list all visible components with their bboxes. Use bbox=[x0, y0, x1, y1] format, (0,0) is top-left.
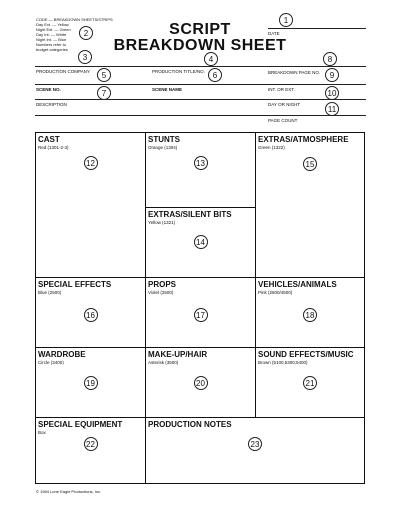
cast-cell bbox=[36, 133, 146, 278]
field-row-line bbox=[35, 66, 366, 67]
sound-effects-music-cell bbox=[256, 348, 364, 418]
circle-3: 3 bbox=[78, 50, 92, 64]
special-equipment-cell bbox=[36, 418, 146, 483]
legend-line: Night Ext. — Green bbox=[36, 27, 71, 32]
makeup-title: MAKE-UP/HAIR bbox=[148, 350, 208, 359]
vehicles-animals-cell bbox=[256, 278, 364, 348]
field-row-line bbox=[35, 99, 366, 100]
circle-7: 7 bbox=[97, 86, 111, 100]
circle-17: 17 bbox=[194, 308, 208, 322]
breakdown-grid bbox=[35, 132, 365, 484]
circle-5: 5 bbox=[97, 68, 111, 82]
circle-21: 21 bbox=[303, 376, 317, 390]
circle-2: 2 bbox=[79, 26, 93, 40]
circle-18: 18 bbox=[303, 308, 317, 322]
makeup-hair-cell bbox=[146, 348, 256, 418]
field-row-line bbox=[35, 84, 366, 85]
sound-code: Brown (5100,5300,5400) bbox=[258, 360, 308, 365]
day-night-label: DAY OR NIGHT bbox=[268, 102, 301, 107]
props-title: PROPS bbox=[148, 280, 177, 289]
circle-22: 22 bbox=[84, 437, 98, 451]
vehicles-title: VEHICLES/ANIMALS bbox=[258, 280, 337, 289]
special-effects-code: Blue (2500) bbox=[38, 290, 62, 295]
vehicles-code: Pink (2600/4500) bbox=[258, 290, 293, 295]
scene-no-label: SCENE NO. bbox=[36, 87, 61, 92]
special-equipment-code: Box bbox=[38, 430, 46, 435]
cast-title: CAST bbox=[38, 135, 60, 144]
title-line-2: BREAKDOWN SHEET bbox=[113, 37, 287, 54]
circle-9: 9 bbox=[325, 68, 339, 82]
circle-4: 4 bbox=[204, 52, 218, 66]
title-line-1: SCRIPT bbox=[169, 21, 231, 38]
date-line bbox=[268, 28, 366, 29]
extras-silent-title: EXTRAS/SILENT BITS bbox=[148, 210, 232, 219]
production-notes-cell bbox=[146, 418, 364, 483]
special-equipment-title: SPECIAL EQUIPMENT bbox=[38, 420, 123, 429]
extras-silent-code: Yellow (1321) bbox=[148, 220, 176, 225]
legend-line: budget categories bbox=[36, 47, 68, 52]
sound-title: SOUND EFFECTS/MUSIC bbox=[258, 350, 354, 359]
date-label: DATE bbox=[268, 31, 280, 36]
circle-23: 23 bbox=[248, 437, 262, 451]
description-label: DESCRIPTION bbox=[36, 102, 67, 107]
stunts-code: Orange (1304) bbox=[148, 145, 178, 150]
props-cell bbox=[146, 278, 256, 348]
stunts-cell bbox=[146, 133, 256, 208]
legend-line: CODE — BREAKDOWN SHEETS/STRIPS bbox=[36, 17, 113, 22]
extras-atmosphere-code: Green (1322) bbox=[258, 145, 285, 150]
extras-silent-bits-cell bbox=[146, 208, 256, 278]
production-company-label: PRODUCTION COMPANY bbox=[36, 69, 90, 74]
circle-13: 13 bbox=[194, 156, 208, 170]
page-count-label: PAGE COUNT bbox=[268, 118, 298, 123]
scene-name-label: SCENE NAME bbox=[152, 87, 183, 92]
legend-line: Numbers refer to bbox=[36, 42, 67, 47]
circle-6: 6 bbox=[208, 68, 222, 82]
special-effects-cell bbox=[36, 278, 146, 348]
field-row-line bbox=[35, 115, 366, 116]
production-title-label: PRODUCTION TITLE/NO. bbox=[152, 69, 205, 74]
circle-8: 8 bbox=[323, 52, 337, 66]
circle-14: 14 bbox=[194, 235, 208, 249]
copyright-footer: © 1984 Lone Eagle Productions, Inc. bbox=[36, 489, 102, 494]
circle-15: 15 bbox=[303, 157, 317, 171]
circle-20: 20 bbox=[194, 376, 208, 390]
circle-11: 11 bbox=[325, 102, 339, 116]
circle-19: 19 bbox=[84, 376, 98, 390]
int-ext-label: INT. OR EXT. bbox=[268, 87, 295, 92]
legend-line: Night Int. — Blue bbox=[36, 37, 67, 42]
wardrobe-code: Circle (3400) bbox=[38, 360, 64, 365]
wardrobe-title: WARDROBE bbox=[38, 350, 86, 359]
cast-code: Red (1301-2-3) bbox=[38, 145, 69, 150]
wardrobe-cell bbox=[36, 348, 146, 418]
circle-1: 1 bbox=[279, 13, 293, 27]
props-code: Violet (2500) bbox=[148, 290, 174, 295]
breakdown-page-label: BREAKDOWN PAGE NO. bbox=[268, 70, 321, 75]
color-code-legend bbox=[36, 17, 113, 52]
production-notes-title: PRODUCTION NOTES bbox=[148, 420, 232, 429]
legend-line: Day Ext. — Yellow bbox=[36, 22, 69, 27]
legend-line: Day Int. — White bbox=[36, 32, 67, 37]
special-effects-title: SPECIAL EFFECTS bbox=[38, 280, 112, 289]
circle-10: 10 bbox=[325, 86, 339, 100]
extras-atmosphere-title: EXTRAS/ATMOSPHERE bbox=[258, 135, 349, 144]
circle-12: 12 bbox=[84, 156, 98, 170]
makeup-code: Asterisk (3500) bbox=[148, 360, 179, 365]
circle-16: 16 bbox=[84, 308, 98, 322]
extras-atmosphere-cell bbox=[256, 133, 364, 278]
stunts-title: STUNTS bbox=[148, 135, 180, 144]
